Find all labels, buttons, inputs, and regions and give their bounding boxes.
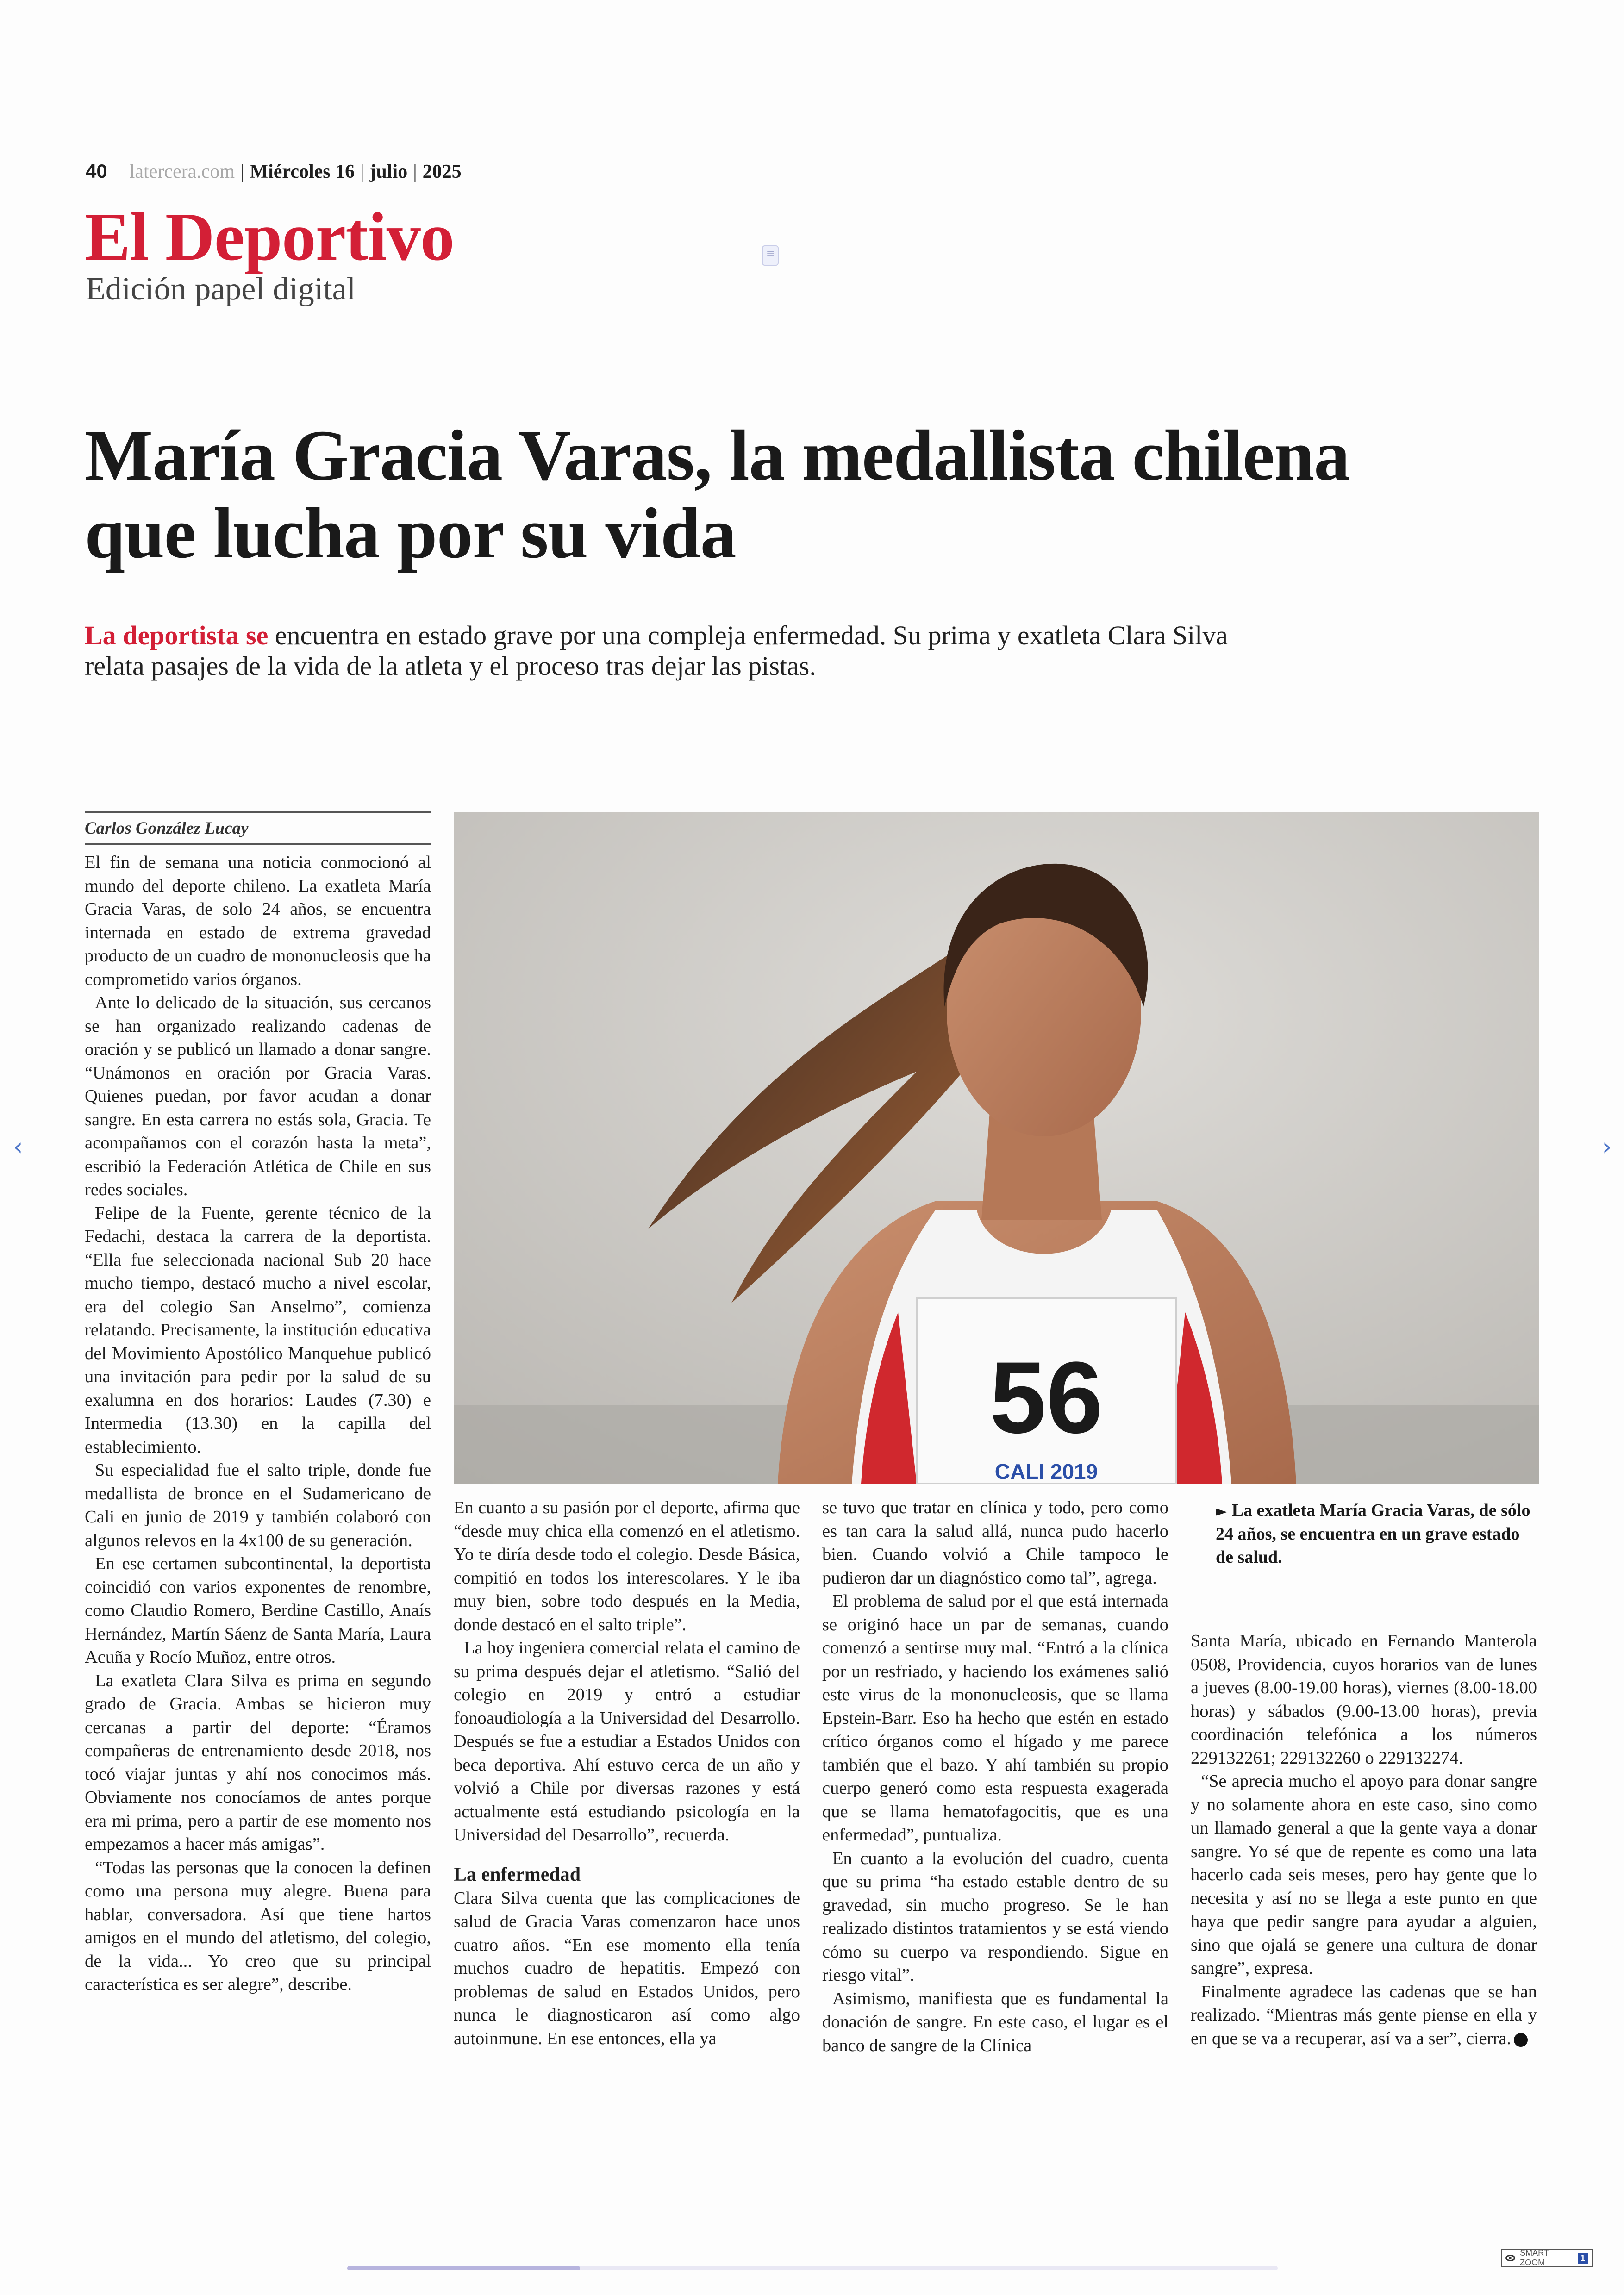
paragraph: Felipe de la Fuente, gerente técnico de la Fedachi, destaca la carrera de la deportista. “Ella fue seleccionada nacional Sub 20 hace mucho tiempo, destacó mucho a nivel escolar, era del colegio San Anselmo”, comienza relatando. Precisamente, la institución educativa del Movimiento Apostólico Manquehue publicó una invitación para pedir por la salud de su exalumna en dos horarios: Laudes (7.30) e Intermedia (13.30) en la capilla del establecimiento. bbox=[85, 1203, 431, 1457]
paragraph: se tuvo que tratar en clínica y todo, pero como es tan cara la salud allá, nunca pudo hacerlo bien. Cuando volvió a Chile tampoco le pudieron dar un diagnóstico como tal”, agrega. bbox=[822, 1498, 1168, 1588]
page-folio: 40 latercera.com | Miércoles 16 | julio | 2025 bbox=[86, 160, 462, 182]
menu-icon[interactable] bbox=[762, 245, 779, 266]
deck-text: encuentra en estado grave por una compleja enfermedad. Su prima y exatleta Clara Silva relata pasajes de la vida de la atleta y el proceso tras dejar las pistas. bbox=[85, 620, 1228, 681]
paragraph: “Se aprecia mucho el apoyo para donar sangre y no solamente ahora en este caso, sino como un llamado general a que la gente vaya a donar sangre. Yo sé que de repente es como una lata hacerlo cada seis meses, pero hay gente que lo necesita y así no se llega a este punto en que haya que pedir sangre para ayudar a alguien, sino que ojalá se genere una cultura de donar sangre”, expresa. bbox=[1191, 1771, 1537, 1978]
deck-lead: La deportista se bbox=[85, 620, 269, 650]
issue-year: 2025 bbox=[422, 161, 462, 182]
section-title: El Deportivo bbox=[85, 199, 454, 275]
page-number: 40 bbox=[86, 160, 107, 182]
paragraph: Su especialidad fue el salto triple, donde fue medallista de bronce en el Sudamericano de Cali en junio de 2019 y también colaboró con algunos relevos en la 4x100 de su generación. bbox=[85, 1460, 431, 1550]
bib-number: 56 bbox=[989, 1341, 1103, 1454]
byline: Carlos González Lucay bbox=[85, 819, 249, 838]
paragraph: En cuanto a la evolución del cuadro, cuenta que su prima “ha estado estable dentro de su gravedad, sin mucho progreso. Se le han realizado distintos tratamientos y se está viendo cómo su cuerpo va respondiendo. Sigue en riesgo vital”. bbox=[822, 1848, 1168, 1985]
paragraph: El fin de semana una noticia conmocionó al mundo del deporte chileno. La exatleta María Gracia Varas, de solo 24 años, se encuentra internada en estado de extrema gravedad producto de un cuadro de mononucleosis que ha comprometido varios órganos. bbox=[85, 853, 431, 989]
caption-text: La exatleta María Gracia Varas, de sólo 24 años, se encuentra en un grave estado de salud. bbox=[1216, 1501, 1530, 1567]
article-column-4 bbox=[1191, 1629, 1537, 2050]
paragraph: Asimismo, manifiesta que es fundamental la donación de sangre. En este caso, el lugar es el banco de sangre de la Clínica bbox=[822, 1989, 1168, 2055]
chevron-right-icon[interactable]: › bbox=[1602, 1133, 1612, 1161]
eye-icon bbox=[1505, 2255, 1515, 2261]
end-mark-icon bbox=[1514, 2033, 1528, 2047]
bib-race-text: CALI 2019 bbox=[994, 1459, 1098, 1484]
article-column-2 bbox=[454, 1496, 800, 2050]
paragraph: En ese certamen subcontinental, la deportista coincidió con varios exponentes de renombre, como Claudio Romero, Berdine Castillo, Anaís Hernández, Martín Sáenz de Santa María, Laura Acuña y Rocío Muñoz, entre otros. bbox=[85, 1554, 431, 1667]
athlete-photo bbox=[454, 812, 1539, 1484]
article-headline: María Gracia Varas, la medallista chilena que lucha por su vida bbox=[85, 415, 1350, 573]
paragraph: La hoy ingeniera comercial relata el camino de su prima después dejar el atletismo. “Salió del colegio en 2019 y entró a estudiar fonoaudiología a la Universidad del Desarrollo. Después se fue a estudiar a Estados Unidos con beca deportiva. Ahí estuvo cerca de un año y volvió a Chile por diversas razones y está actualmente está estudiando psicología en la Universidad del Desarrollo”, recuerda. bbox=[454, 1638, 800, 1845]
issue-month: julio bbox=[369, 161, 408, 182]
paragraph: Clara Silva cuenta que las complicaciones de salud de Gracia Varas comenzaron hace unos cuatro años. “En ese momento ella tenía muchos cuadro de hepatitis. Empezó con problemas de salud en Estados Unidos, pero nunca le diagnosticaron así como algo autoinmune. En ese entonces, ella ya bbox=[454, 1888, 800, 2048]
paragraph: El problema de salud por el que está internada se originó hace un par de semanas, cuando comenzó a sentirse muy mal. “Entró a la clínica por un resfriado, y haciendo los exámenes salió este virus de la mononucleosis, que se llama Epstein-Barr. Eso ha hecho que estén en estado crítico órganos como el hígado y me parece también que el bazo. Y ahí también su propio cuerpo generó como esta respuesta exagerada que se llama hematofagocitis, que es una enfermedad”, puntualiza. bbox=[822, 1591, 1168, 1845]
photo-caption bbox=[1216, 1499, 1537, 1569]
paragraph: En cuanto a su pasión por el deporte, afirma que “desde muy chica ella comenzó en el atletismo. Yo te diría desde todo el colegio. Desde Básica, compitió en todos los interescolares. Y le iba muy bien, sobre todo después en la Media, donde destacó en el salto triple”. bbox=[454, 1498, 800, 1634]
smart-zoom-label: SMART ZOOM bbox=[1520, 2248, 1549, 2267]
chevron-left-icon[interactable]: ‹ bbox=[13, 1133, 23, 1161]
smart-zoom-badge: 1 bbox=[1578, 2253, 1588, 2264]
paragraph: Finalmente agradece las cadenas que se han realizado. “Mientras más gente piense en ella y en que se va a recuperar, así va a ser”, cierra. bbox=[1191, 1982, 1537, 2048]
article-column-1 bbox=[85, 851, 431, 1996]
smart-zoom-button[interactable] bbox=[1501, 2249, 1593, 2267]
paragraph: Santa María, ubicado en Fernando Manterola 0508, Providencia, cuyos horarios van de lunes a jueves (8.00-19.00 horas), viernes (8.00-18.00 horas) y sábados (9.00-13.00 horas), previa coordinación telefónica a los números 229132261; 229132260 o 229132274. bbox=[1191, 1631, 1537, 1768]
caption-arrow-icon: ► bbox=[1216, 1502, 1227, 1520]
edition-label: Edición papel digital bbox=[86, 271, 356, 307]
byline-rule-bottom bbox=[85, 843, 431, 845]
athlete-illustration bbox=[454, 812, 1539, 1484]
issue-date: Miércoles 16 bbox=[250, 161, 355, 182]
byline-rule-top bbox=[85, 811, 431, 813]
page-progress-fill bbox=[347, 2266, 580, 2270]
subheading: La enfermedad bbox=[454, 1864, 581, 1885]
paragraph: Ante lo delicado de la situación, sus cercanos se han organizado realizando cadenas de oración y se publicó un llamado a donar sangre. “Unámonos en oración por Gracia Varas. Quienes puedan, por favor acudan a donar sangre. En esta carrera no estás sola, Gracia. Te acompañamos con el corazón hasta la meta”, escribió la Federación Atlética de Chile en sus redes sociales. bbox=[85, 993, 431, 1199]
paragraph: “Todas las personas que la conocen la definen como una persona muy alegre. Buena para hablar, conversadora. Así que tiene hartos amigos en el mundo del atletismo, del colegio, de la vida... Yo creo que su principal característica es ser alegre”, describe. bbox=[85, 1858, 431, 1994]
site-name: latercera.com bbox=[129, 161, 235, 182]
article-deck bbox=[85, 620, 1242, 681]
article-column-3 bbox=[822, 1496, 1168, 2057]
paragraph: La exatleta Clara Silva es prima en segundo grado de Gracia. Ambas se hicieron muy cercanas a partir del deporte: “Éramos compañeras de entrenamiento desde 2018, nos tocó viajar juntas y ahí nos conocimos más. Obviamente nos conocíamos de antes porque era mi prima, pero a partir de ese momento nos empezamos a hacer más amigas”. bbox=[85, 1671, 431, 1854]
